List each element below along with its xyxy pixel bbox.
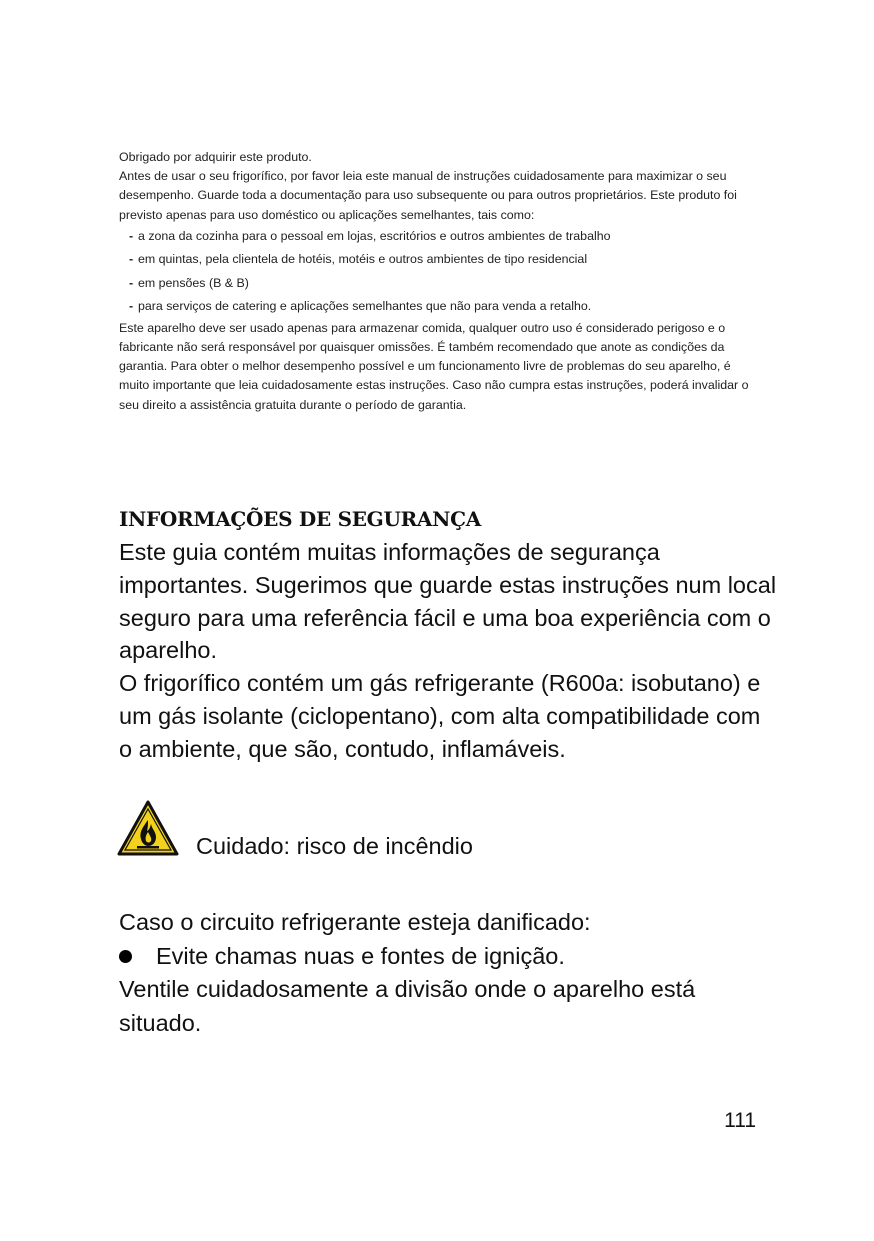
dash-marker: -: [129, 299, 134, 314]
use-text: a zona da cozinha para o pessoal em lojas, escritórios e outros ambientes de trabalho: [138, 228, 611, 243]
warning-text: Cuidado: risco de incêndio: [196, 833, 473, 859]
list-item: [119, 940, 779, 974]
dash-marker: -: [129, 228, 134, 243]
bullet-icon: [119, 950, 132, 963]
instructions-paragraph: Antes de usar o seu frigorífico, por favor leia este manual de instruções cuidadosamente para maximizar o seu desempenho. Guarde toda a documentação para uso subsequente ou para outros proprietários. Este produto foi previsto apenas para uso doméstico ou aplicações semelhantes, tais como:: [119, 169, 737, 222]
page-number: 111: [724, 1109, 756, 1132]
refrigerant-paragraph: O frigorífico contém um gás refrigerante (R600a: isobutano) e um gás isolante (ciclopentano), com alta compatibilidade com o ambiente, que são, contudo, inflamáveis.: [119, 670, 761, 762]
flammable-warning-icon: [117, 800, 179, 856]
safety-section: [119, 503, 779, 766]
circuit-intro: Caso o circuito refrigerante esteja danificado:: [119, 909, 591, 935]
list-item: [119, 272, 759, 296]
use-text: em pensões (B & B): [138, 275, 249, 290]
usage-paragraph: Este aparelho deve ser usado apenas para armazenar comida, qualquer outro uso é considerado perigoso e o fabricante não será responsável por quaisquer omissões. É também recomendado que anote as condições da garantia. Para obter o melhor desempenho possível e um funcionamento livre de problemas do seu aparelho, é muito importante que leia cuidadosamente estas instruções. Caso não cumpra estas instruções, poderá invalidar o seu direito a assistência gratuita durante o período de garantia.: [119, 320, 749, 412]
intro-section: [119, 148, 759, 415]
list-item: [119, 295, 759, 319]
bullet-text: Evite chamas nuas e fontes de ignição.: [156, 942, 565, 969]
list-item: [119, 248, 759, 272]
damage-instructions: [119, 906, 779, 1040]
list-item: [119, 225, 759, 249]
dash-marker: -: [129, 275, 134, 290]
ventilate-text: Ventile cuidadosamente a divisão onde o aparelho está situado.: [119, 976, 696, 1036]
fire-warning: [117, 800, 777, 860]
use-text: em quintas, pela clientela de hotéis, motéis e outros ambientes de tipo residencial: [138, 252, 588, 267]
section-heading: INFORMAÇÕES DE SEGURANÇA: [119, 507, 481, 531]
use-text: para serviços de catering e aplicações semelhantes que não para venda a retalho.: [138, 299, 592, 314]
thanks-line: Obrigado por adquirir este produto.: [119, 150, 312, 164]
safety-paragraph: Este guia contém muitas informações de segurança importantes. Sugerimos que guarde estas instruções num local seguro para uma referência fácil e uma boa experiência com o aparelho.: [119, 539, 777, 664]
dash-marker: -: [129, 252, 134, 267]
